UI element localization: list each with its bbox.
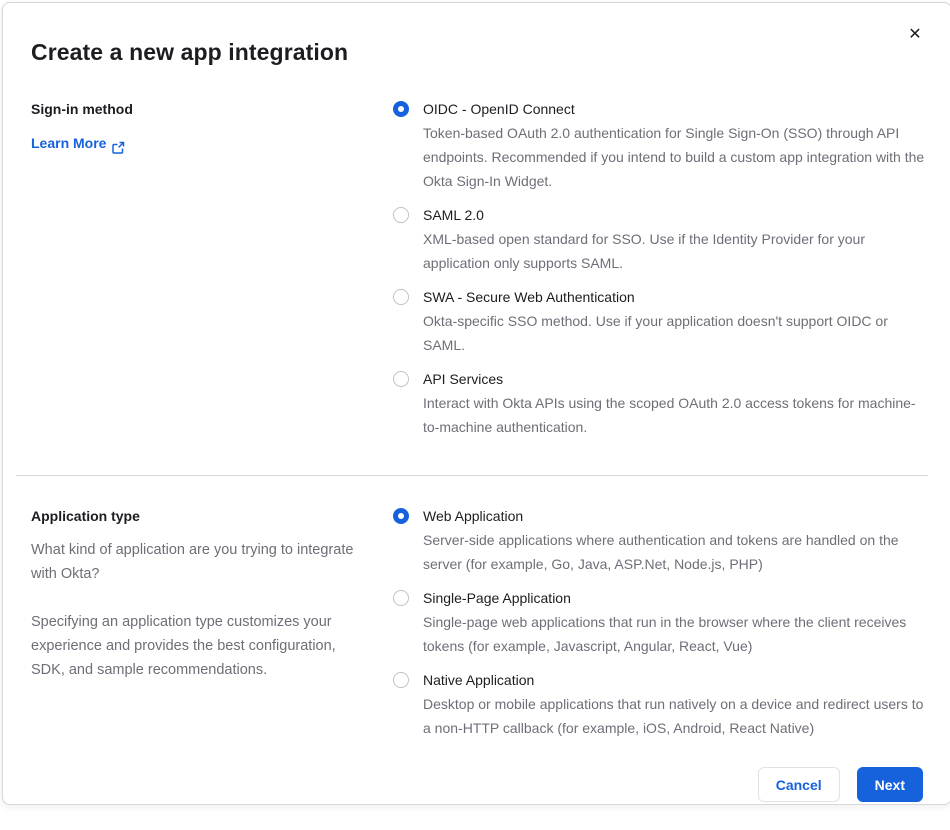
sign-in-method-left-column [31,97,393,439]
learn-more-link[interactable] [31,131,125,155]
option-description: Interact with Okta APIs using the scoped OAuth 2.0 access tokens for machine-to-machine authentication. [423,395,916,435]
section-divider [16,475,928,476]
application-type-section [3,504,950,740]
radio-option-web-application[interactable] [393,504,927,576]
application-type-options [393,504,927,740]
radio-button[interactable] [393,508,409,524]
option-label: SAML 2.0 [423,207,484,223]
option-label: SWA - Secure Web Authentication [423,289,635,305]
sign-in-method-section [3,97,950,439]
sign-in-method-options [393,97,927,439]
dialog-title: Create a new app integration [31,39,349,65]
radio-button[interactable] [393,101,409,117]
option-description: Okta-specific SSO method. Use if your application doesn't support OIDC or SAML. [423,313,888,353]
option-description: XML-based open standard for SSO. Use if the Identity Provider for your application only supports SAML. [423,231,865,271]
sign-in-method-label: Sign-in method [31,101,133,117]
application-type-label: Application type [31,508,140,524]
close-button[interactable] [903,23,927,47]
radio-button[interactable] [393,590,409,606]
next-button[interactable]: Next [857,767,923,802]
radio-option-api-services[interactable] [393,367,927,439]
radio-option-oidc[interactable] [393,97,927,193]
radio-option-swa[interactable] [393,285,927,357]
radio-button[interactable] [393,289,409,305]
option-label: Single-Page Application [423,590,571,606]
option-label: API Services [423,371,504,387]
create-app-integration-dialog [2,2,950,805]
option-description: Server-side applications where authentication and tokens are handled on the server (for example, Go, Java, ASP.Net, Node.js, PHP) [423,532,899,572]
option-label: OIDC - OpenID Connect [423,101,575,117]
radio-option-saml[interactable] [393,203,927,275]
application-type-description-1: What kind of application are you trying to integrate with Okta? [31,542,354,582]
option-description: Token-based OAuth 2.0 authentication for Single Sign-On (SSO) through API endpoints. Recommended if you intend to build a custom app integration with the Okta Sign-In Widget. [423,125,925,189]
learn-more-label: Learn More [31,135,107,151]
radio-option-single-page-application[interactable] [393,586,927,658]
option-description: Single-page web applications that run in the browser where the client receives tokens (for example, Javascript, Angular, React, Vue) [423,614,907,654]
close-icon: ✕ [908,26,922,43]
option-description: Desktop or mobile applications that run natively on a device and redirect users to a non-HTTP callback (for example, iOS, Android, React Native) [423,696,924,736]
radio-button[interactable] [393,371,409,387]
dialog-footer [758,767,923,802]
application-type-left-column [31,504,393,740]
option-label: Web Application [423,508,524,524]
radio-button[interactable] [393,207,409,223]
option-label: Native Application [423,672,535,688]
radio-button[interactable] [393,672,409,688]
radio-option-native-application[interactable] [393,668,927,740]
external-link-icon [112,137,125,150]
cancel-button[interactable]: Cancel [758,767,840,802]
application-type-description-2: Specifying an application type customizes your experience and provides the best configuration, SDK, and sample recommendations. [31,614,336,678]
